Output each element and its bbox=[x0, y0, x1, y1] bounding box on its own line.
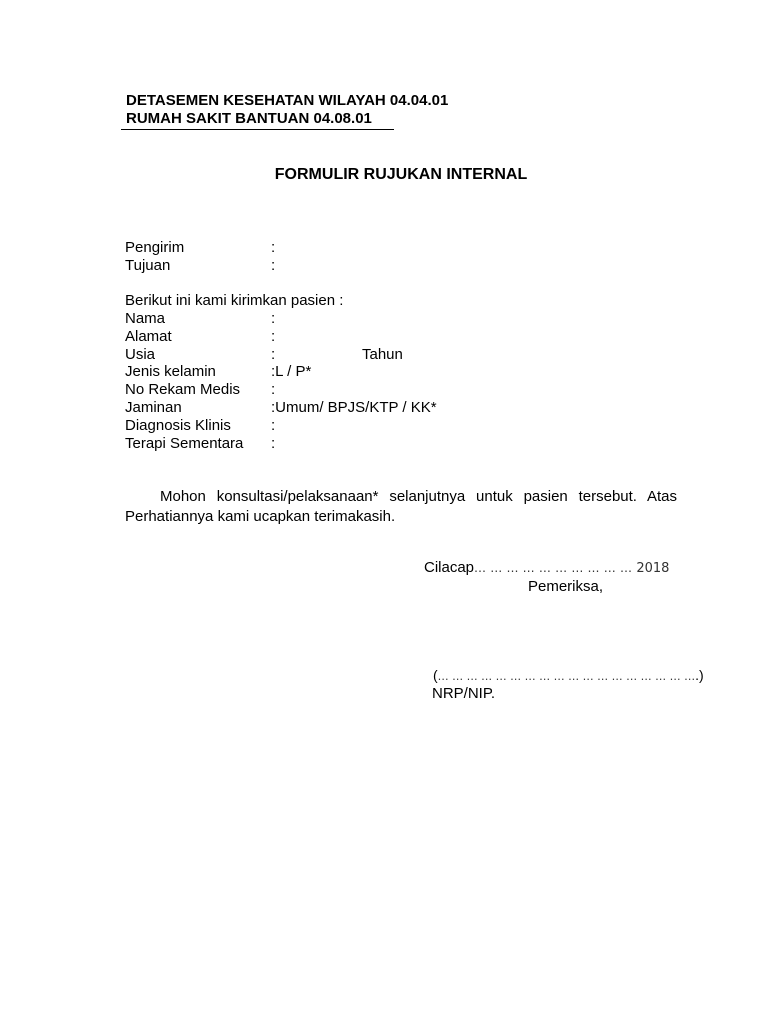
field-value: : bbox=[271, 256, 276, 274]
signature-name-line bbox=[433, 666, 704, 686]
field-label: No Rekam Medis bbox=[125, 381, 241, 399]
field-label: Nama bbox=[125, 310, 166, 327]
field-value: :Umum/ BPJS/KTP / KK* bbox=[271, 398, 437, 416]
field-label: Terapi Sementara bbox=[125, 434, 244, 452]
paren-close: .) bbox=[695, 667, 704, 683]
paragraph-text: Mohon konsultasi/pelaksanaan* selanjutnya untuk pasien tersebut. Atas Perhatiannya kami ucapkan terimakasih. bbox=[125, 488, 677, 525]
field-value: : bbox=[271, 345, 276, 363]
field-value: : bbox=[271, 434, 276, 452]
field-label: Jaminan bbox=[125, 398, 182, 416]
field-label: Tujuan bbox=[125, 256, 171, 274]
field-label: Jenis kelamin bbox=[125, 363, 216, 381]
request-paragraph bbox=[125, 487, 677, 527]
field-value: : bbox=[271, 327, 276, 345]
header-underline bbox=[121, 129, 394, 130]
intro-text: Berikut ini kami kirimkan pasien : bbox=[125, 292, 344, 309]
institution-name: DETASEMEN KESEHATAN WILAYAH 04.04.01 bbox=[126, 92, 449, 109]
signature-year: 2018 bbox=[636, 561, 670, 576]
signature-place: Cilacap bbox=[424, 559, 475, 576]
paren-open: ( bbox=[433, 667, 438, 683]
place-date-line bbox=[424, 558, 669, 579]
age-unit: Tahun bbox=[362, 345, 403, 363]
field-label: Diagnosis Klinis bbox=[125, 416, 231, 434]
nrp-nip-label: NRP/NIP. bbox=[432, 685, 496, 702]
examiner-role: Pemeriksa, bbox=[528, 578, 604, 595]
field-value: : bbox=[271, 310, 276, 327]
field-value: :L / P* bbox=[271, 363, 312, 381]
field-label: Alamat bbox=[125, 327, 172, 345]
name-dots: … … … … … … … … … … … … … … … … … … bbox=[437, 670, 696, 683]
field-label: Pengirim bbox=[125, 239, 185, 256]
field-value: : bbox=[271, 416, 276, 434]
institution-header bbox=[126, 92, 448, 128]
field-value: : bbox=[271, 239, 276, 256]
field-label: Usia bbox=[125, 345, 156, 363]
form-title: FORMULIR RUJUKAN INTERNAL bbox=[274, 166, 528, 183]
hospital-name: RUMAH SAKIT BANTUAN 04.08.01 bbox=[126, 110, 372, 127]
field-value: : bbox=[271, 381, 276, 399]
date-dots: … … … … … … … … … … bbox=[474, 561, 633, 575]
